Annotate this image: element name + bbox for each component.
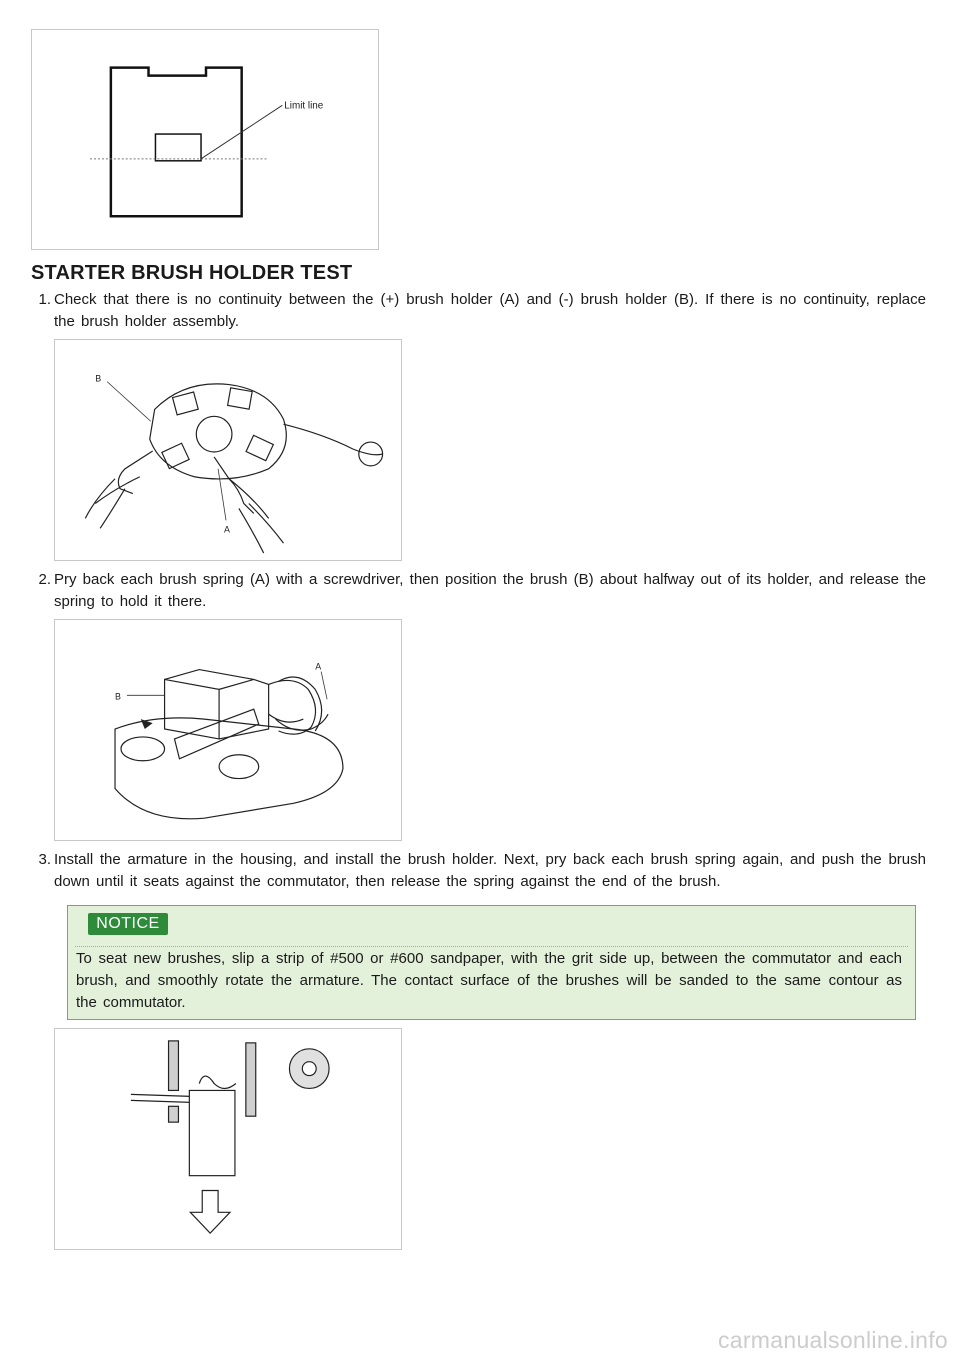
continuity-test-illustration xyxy=(55,340,401,560)
brush-seating-diagram xyxy=(55,1029,401,1249)
watermark: carmanualsonline.info xyxy=(717,1327,948,1353)
notice-box xyxy=(67,905,916,1020)
brush-limit-line-diagram xyxy=(32,30,378,249)
notice-badge: NOTICE xyxy=(88,913,168,935)
step-2-text: Pry back each brush spring (A) with a screwdriver, then position the brush (B) about halfway out of its holder, and release the spring to hold it there. xyxy=(54,571,926,610)
step-1-number: 1. xyxy=(38,291,51,308)
section-title: STARTER BRUSH HOLDER TEST xyxy=(31,262,353,284)
label-b: B xyxy=(95,373,102,384)
step-1-text: Check that there is no continuity between the (+) brush holder (A) and (-) brush holder (B). If there is no continuity, replace the brush holder assembly. xyxy=(54,291,926,330)
brush-spring-illustration xyxy=(55,620,401,840)
continuity-test-figure xyxy=(54,339,402,561)
brush-limit-line-figure xyxy=(31,29,379,250)
step-2-number: 2. xyxy=(38,571,51,588)
label-b: B xyxy=(115,691,121,702)
brush-seating-figure xyxy=(54,1028,402,1250)
step-3-text: Install the armature in the housing, and install the brush holder. Next, pry back each brush spring again, and push the brush down until it seats against the commutator, then release the spring against the end of the brush. xyxy=(54,851,926,890)
limit-line-label: Limit line xyxy=(284,100,324,112)
label-a: A xyxy=(315,661,322,672)
notice-text: To seat new brushes, slip a strip of #500 or #600 sandpaper, with the grit side up, between the commutator and each brush, and smoothly rotate the armature. The contact surface of the brushes will be sanded to the same contour as the commutator. xyxy=(76,950,902,1011)
label-a: A xyxy=(224,524,230,535)
step-3-number: 3. xyxy=(38,851,51,868)
notice-divider xyxy=(75,946,908,947)
brush-spring-figure xyxy=(54,619,402,841)
